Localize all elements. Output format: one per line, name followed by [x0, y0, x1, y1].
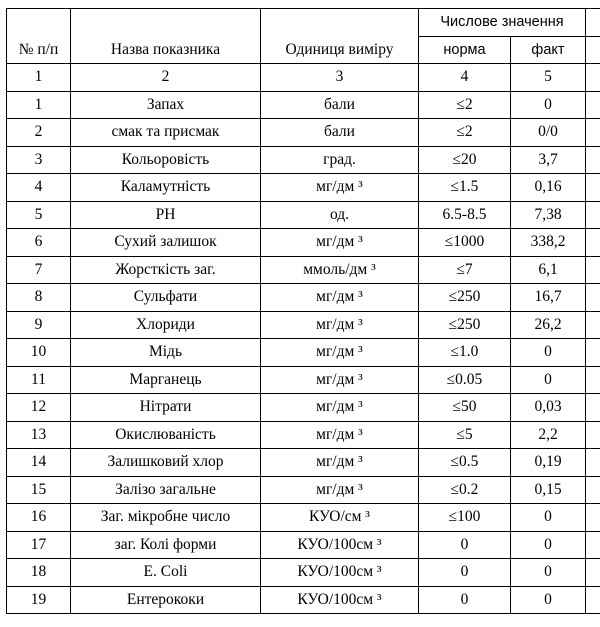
cell-fact: 0 [511, 531, 586, 559]
header-extra-cell [586, 9, 600, 37]
cell-name: Кольоровість [71, 146, 261, 174]
cell-name: Хлориди [71, 311, 261, 339]
extra-cell [586, 146, 600, 174]
cell-num: 4 [7, 174, 71, 202]
cell-fact: 0 [511, 91, 586, 119]
cell-num: 12 [7, 394, 71, 422]
cell-num: 1 [7, 91, 71, 119]
cell-norm: 0 [419, 586, 511, 614]
column-number: 3 [261, 64, 419, 92]
column-number: 2 [71, 64, 261, 92]
cell-unit: мг/дм ³ [261, 421, 419, 449]
cell-unit: мг/дм ³ [261, 284, 419, 312]
cell-name: Каламутність [71, 174, 261, 202]
cell-fact: 16,7 [511, 284, 586, 312]
cell-name: Залишковий хлор [71, 449, 261, 477]
cell-num: 3 [7, 146, 71, 174]
cell-name: Залізо загальне [71, 476, 261, 504]
cell-unit: КУО/см ³ [261, 504, 419, 532]
cell-name: Сульфати [71, 284, 261, 312]
cell-unit: бали [261, 119, 419, 147]
header-fact: факт [511, 36, 586, 64]
cell-norm: ≤1.0 [419, 339, 511, 367]
cell-fact: 0 [511, 339, 586, 367]
table-row [7, 559, 600, 587]
cell-norm: ≤50 [419, 394, 511, 422]
cell-name: Заг. мікробне число [71, 504, 261, 532]
extra-cell [586, 174, 600, 202]
cell-fact: 2,2 [511, 421, 586, 449]
cell-num: 13 [7, 421, 71, 449]
header-value-group: Числове значення [419, 9, 586, 37]
cell-name: Ентерококи [71, 586, 261, 614]
cell-name: Сухий залишок [71, 229, 261, 257]
cell-norm: 0 [419, 531, 511, 559]
extra-cell [586, 64, 600, 92]
column-number: 5 [511, 64, 586, 92]
cell-fact: 0 [511, 366, 586, 394]
column-number: 1 [7, 64, 71, 92]
cell-unit: мг/дм ³ [261, 339, 419, 367]
table-row [7, 421, 600, 449]
cell-unit: КУО/100см ³ [261, 559, 419, 587]
cell-unit: ммоль/дм ³ [261, 256, 419, 284]
extra-cell [586, 284, 600, 312]
cell-norm: ≤0.2 [419, 476, 511, 504]
cell-norm: ≤250 [419, 284, 511, 312]
header-num: № п/п [7, 9, 71, 64]
table-row [7, 531, 600, 559]
extra-cell [586, 449, 600, 477]
table-row [7, 504, 600, 532]
cell-fact: 7,38 [511, 201, 586, 229]
cell-unit: мг/дм ³ [261, 174, 419, 202]
table-row [7, 256, 600, 284]
cell-fact: 26,2 [511, 311, 586, 339]
cell-norm: ≤1000 [419, 229, 511, 257]
cell-unit: од. [261, 201, 419, 229]
header-extra-cell [586, 36, 600, 64]
extra-cell [586, 366, 600, 394]
cell-name: Мідь [71, 339, 261, 367]
cell-fact: 3,7 [511, 146, 586, 174]
extra-cell [586, 229, 600, 257]
cell-fact: 0,03 [511, 394, 586, 422]
table-row [7, 119, 600, 147]
table-row [7, 586, 600, 614]
cell-name: Жорсткість заг. [71, 256, 261, 284]
header-norm: норма [419, 36, 511, 64]
table-row [7, 311, 600, 339]
cell-unit: КУО/100см ³ [261, 586, 419, 614]
cell-num: 14 [7, 449, 71, 477]
cell-fact: 0,16 [511, 174, 586, 202]
extra-cell [586, 586, 600, 614]
table-row [7, 366, 600, 394]
cell-norm: ≤250 [419, 311, 511, 339]
table-row [7, 476, 600, 504]
cell-num: 2 [7, 119, 71, 147]
cell-num: 9 [7, 311, 71, 339]
cell-name: Нітрати [71, 394, 261, 422]
cell-unit: мг/дм ³ [261, 229, 419, 257]
extra-cell [586, 91, 600, 119]
cell-unit: бали [261, 91, 419, 119]
table-row [7, 91, 600, 119]
cell-norm: ≤2 [419, 91, 511, 119]
table-row [7, 449, 600, 477]
cell-unit: мг/дм ³ [261, 476, 419, 504]
column-number-row [7, 64, 600, 92]
extra-cell [586, 504, 600, 532]
cell-name: Марганець [71, 366, 261, 394]
table-row [7, 394, 600, 422]
cell-fact: 0 [511, 586, 586, 614]
extra-cell [586, 559, 600, 587]
cell-norm: 6.5-8.5 [419, 201, 511, 229]
cell-num: 16 [7, 504, 71, 532]
cell-unit: град. [261, 146, 419, 174]
cell-name: Окислюваність [71, 421, 261, 449]
cell-num: 6 [7, 229, 71, 257]
cell-fact: 0/0 [511, 119, 586, 147]
table-row [7, 339, 600, 367]
cell-unit: мг/дм ³ [261, 449, 419, 477]
cell-norm: ≤7 [419, 256, 511, 284]
cell-fact: 0,15 [511, 476, 586, 504]
cell-fact: 6,1 [511, 256, 586, 284]
cell-num: 10 [7, 339, 71, 367]
cell-num: 8 [7, 284, 71, 312]
cell-unit: мг/дм ³ [261, 366, 419, 394]
cell-norm: ≤1.5 [419, 174, 511, 202]
table-row [7, 229, 600, 257]
cell-name: PH [71, 201, 261, 229]
cell-num: 18 [7, 559, 71, 587]
cell-norm: ≤20 [419, 146, 511, 174]
cell-fact: 0,19 [511, 449, 586, 477]
extra-cell [586, 394, 600, 422]
cell-unit: мг/дм ³ [261, 311, 419, 339]
cell-num: 7 [7, 256, 71, 284]
extra-cell [586, 531, 600, 559]
cell-unit: КУО/100см ³ [261, 531, 419, 559]
cell-fact: 338,2 [511, 229, 586, 257]
cell-num: 5 [7, 201, 71, 229]
cell-name: смак та присмак [71, 119, 261, 147]
cell-norm: ≤2 [419, 119, 511, 147]
extra-cell [586, 339, 600, 367]
cell-fact: 0 [511, 504, 586, 532]
extra-cell [586, 421, 600, 449]
cell-norm: ≤0.05 [419, 366, 511, 394]
cell-fact: 0 [511, 559, 586, 587]
cell-norm: ≤5 [419, 421, 511, 449]
cell-norm: ≤100 [419, 504, 511, 532]
extra-cell [586, 256, 600, 284]
header-unit: Одиниця виміру [261, 9, 419, 64]
table-row [7, 201, 600, 229]
cell-num: 17 [7, 531, 71, 559]
header-name: Назва показника [71, 9, 261, 64]
extra-cell [586, 119, 600, 147]
cell-num: 19 [7, 586, 71, 614]
cell-norm: ≤0.5 [419, 449, 511, 477]
table-row [7, 284, 600, 312]
extra-cell [586, 311, 600, 339]
cell-name: E. Coli [71, 559, 261, 587]
column-number: 4 [419, 64, 511, 92]
cell-norm: 0 [419, 559, 511, 587]
cell-name: заг. Колі форми [71, 531, 261, 559]
cell-unit: мг/дм ³ [261, 394, 419, 422]
extra-cell [586, 201, 600, 229]
cell-num: 15 [7, 476, 71, 504]
cell-num: 11 [7, 366, 71, 394]
table-row [7, 146, 600, 174]
table-row [7, 174, 600, 202]
cell-name: Запах [71, 91, 261, 119]
extra-cell [586, 476, 600, 504]
water-quality-table [6, 8, 600, 614]
